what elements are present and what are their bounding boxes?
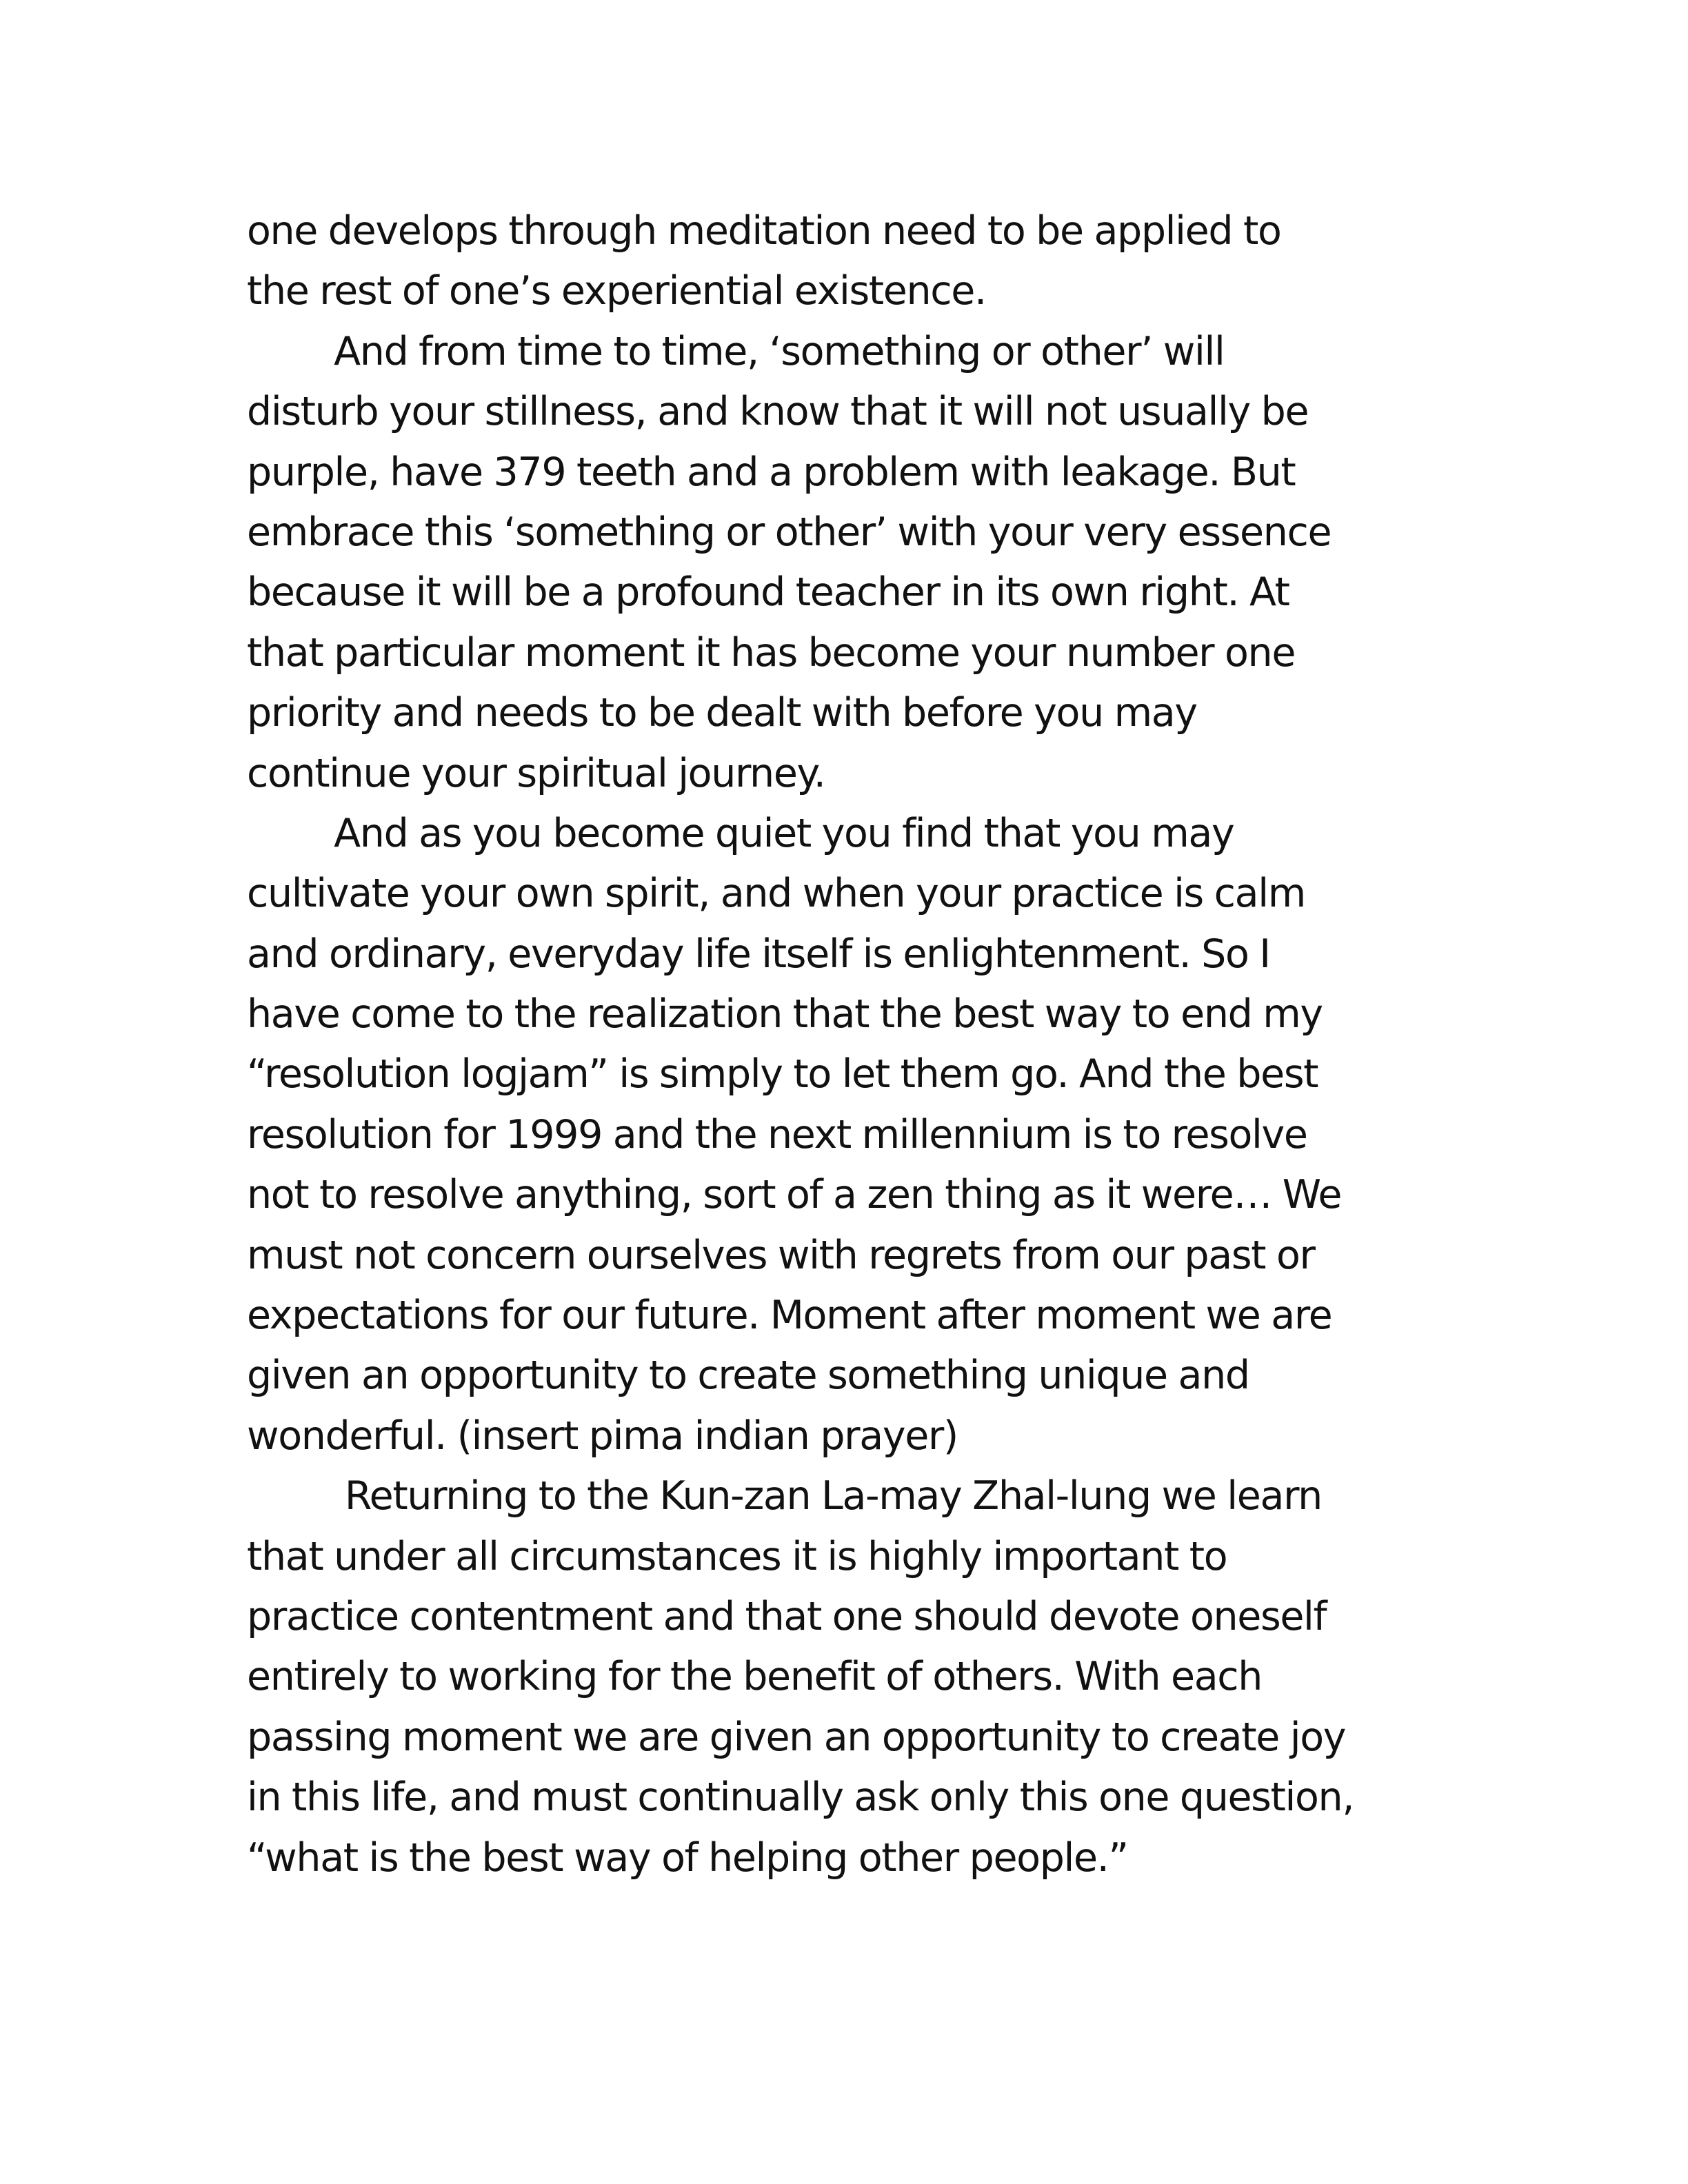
text-line: have come to the realization that the best way to end my: [247, 991, 1323, 1038]
text-line: priority and needs to be dealt with before you may: [247, 690, 1197, 736]
text-line: expectations for our future. Moment after moment we are: [247, 1293, 1332, 1339]
text-line: disturb your stillness, and know that it will not usually be: [247, 389, 1309, 435]
text-line: wonderful. (insert pima indian prayer): [247, 1413, 958, 1459]
text-line: “resolution logjam” is simply to let them go. And the best: [247, 1051, 1318, 1098]
text-line: “what is the best way of helping other people.”: [247, 1834, 1128, 1881]
text-line: must not concern ourselves with regrets from our past or: [247, 1232, 1315, 1278]
text-line: purple, have 379 teeth and a problem with leakage. But: [247, 449, 1296, 495]
text-line: Returning to the Kun-zan La-may Zhal-lung we learn: [247, 1473, 1322, 1519]
text-line: not to resolve anything, sort of a zen thing as it were… We: [247, 1172, 1342, 1218]
text-line: that under all circumstances it is highly important to: [247, 1533, 1227, 1579]
text-line: and ordinary, everyday life itself is enlightenment. So I: [247, 931, 1270, 977]
text-line: practice contentment and that one should devote oneself: [247, 1593, 1327, 1639]
text-line: one develops through meditation need to be applied to: [247, 208, 1281, 254]
text-line: because it will be a profound teacher in its own right. At: [247, 569, 1289, 616]
text-line: resolution for 1999 and the next millennium is to resolve: [247, 1111, 1307, 1157]
text-line: entirely to working for the benefit of others. With each: [247, 1654, 1263, 1700]
text-line: And from time to time, ‘something or other’ will: [247, 328, 1225, 374]
text-line: And as you become quiet you find that you may: [247, 810, 1234, 856]
text-line: embrace this ‘something or other’ with your very essence: [247, 509, 1332, 555]
text-line: that particular moment it has become your number one: [247, 629, 1296, 676]
text-line: the rest of one’s experiential existence.: [247, 268, 986, 314]
text-line: given an opportunity to create something unique and: [247, 1353, 1249, 1399]
text-line: passing moment we are given an opportunity to create joy: [247, 1714, 1346, 1760]
body-text: [247, 201, 1460, 1888]
text-line: cultivate your own spirit, and when your practice is calm: [247, 871, 1305, 917]
text-line: in this life, and must continually ask only this one question,: [247, 1775, 1354, 1821]
text-line: continue your spiritual journey.: [247, 750, 825, 796]
